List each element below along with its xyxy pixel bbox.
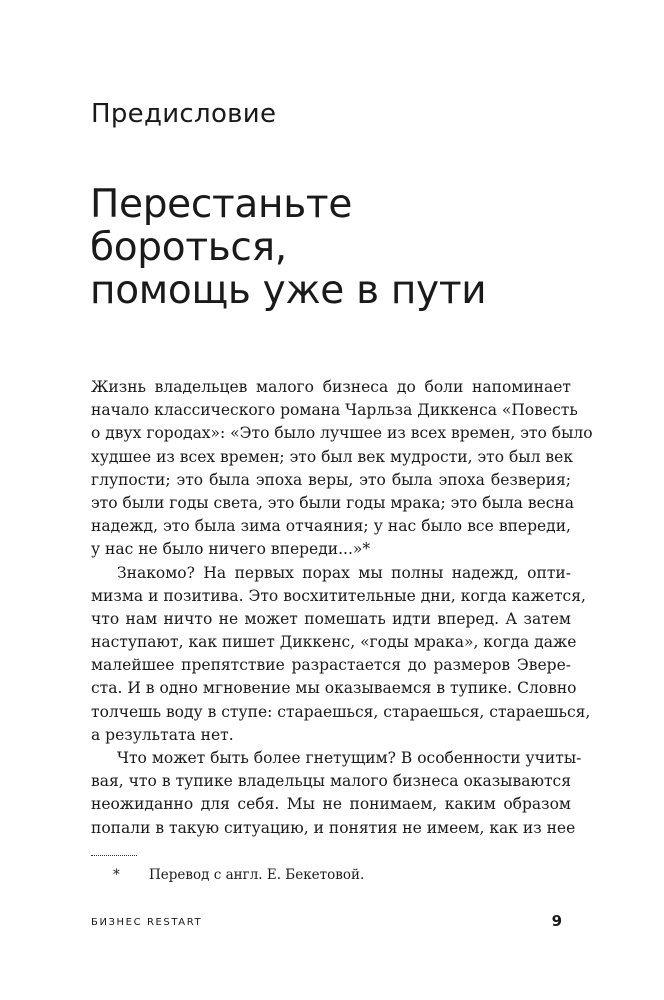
body-line: у нас не было ничего впереди...»* (91, 540, 371, 559)
body-line: малейшее препятствие разрастается до размеров Эвере- (91, 656, 571, 675)
footnote-mark: * (113, 867, 120, 883)
body-line: о двух городах»: «Это было лучшее из всех времен, это было (91, 424, 593, 443)
body-line: Жизнь владельцев малого бизнеса до боли напоминает (91, 378, 571, 396)
body-line: что нам ничто не может помешать идти вперед. А затем (91, 609, 571, 628)
running-footer-title: БИЗНЕС RESTART (91, 917, 203, 928)
body-line: Знакомо? На первых порах мы полны надежд, опти- (117, 563, 571, 582)
body-line: а результата нет. (91, 725, 234, 744)
chapter-title-line: помощь уже в пути (90, 268, 487, 313)
body-line: толчешь воду в ступе: стараешься, стараешься, стараешься, (91, 702, 591, 721)
footnote (113, 866, 364, 884)
body-line: попали в такую ситуацию, и понятия не имеем, как из нее (91, 818, 576, 837)
footnote-divider (91, 855, 137, 856)
page-number: 9 (551, 912, 562, 930)
body-line: мизма и позитива. Это восхитительные дни, когда кажется, (91, 586, 586, 605)
body-text (91, 376, 593, 840)
body-line: это были годы света, это были годы мрака; это была весна (91, 493, 574, 512)
body-line: глупости; это была эпоха веры, это была эпоха безверия; (91, 470, 571, 489)
body-line: наступают, как пишет Диккенс, «годы мрака», когда даже (91, 633, 577, 652)
chapter-title-line: бороться, (90, 225, 287, 270)
section-label: Предисловие (91, 99, 277, 129)
chapter-title (90, 183, 610, 312)
body-line: ста. И в одно мгновение мы оказываемся в тупике. Словно (91, 679, 577, 698)
body-line: худшее из всех времен; это был век мудрости, это был век (91, 447, 574, 466)
body-line: неожиданно для себя. Мы не понимаем, каким образом (91, 795, 571, 814)
body-line: Что может быть более гнетущим? В особенности учиты- (117, 749, 582, 767)
footnote-text: Перевод с англ. Е. Бекетовой. (149, 867, 365, 883)
body-line: вая, что в тупике владельцы малого бизнеса оказываются (91, 772, 571, 791)
chapter-title-line: Перестаньте (90, 182, 353, 227)
body-line: надежд, это была зима отчаяния; у нас было все впереди, (91, 517, 571, 536)
body-line: начало классического романа Чарльза Диккенса «Повесть (91, 401, 578, 420)
